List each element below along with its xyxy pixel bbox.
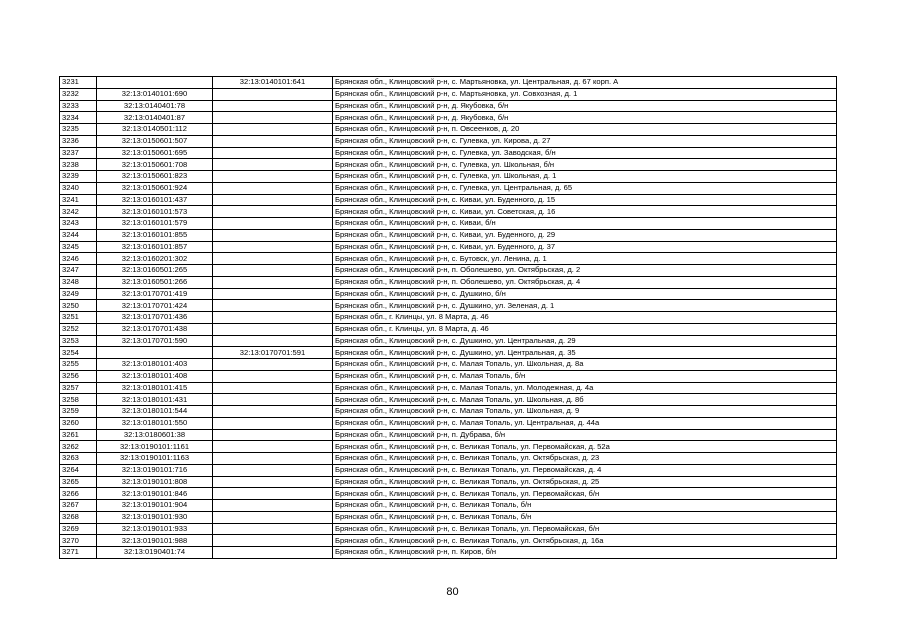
cadastral-number-cell: 32:13:0150601:823 [97,171,213,183]
cadastral-number-alt-cell [213,171,333,183]
address-cell: Брянская обл., Клинцовский р-н, с. Гулевка, ул. Кирова, д. 27 [333,135,837,147]
table-row [60,276,837,288]
cadastral-number-alt-cell [213,335,333,347]
row-number-cell: 3253 [60,335,97,347]
address-cell: Брянская обл., Клинцовский р-н, с. Душкино, ул. Центральная, д. 35 [333,347,837,359]
table-row [60,147,837,159]
row-number-cell: 3233 [60,100,97,112]
cadastral-number-cell: 32:13:0190101:716 [97,464,213,476]
cadastral-number-cell: 32:13:0170701:590 [97,335,213,347]
address-cell: Брянская обл., Клинцовский р-н, с. Киваи, ул. Буденного, д. 15 [333,194,837,206]
cadastral-number-cell: 32:13:0160101:857 [97,241,213,253]
cadastral-number-alt-cell [213,547,333,559]
row-number-cell: 3234 [60,112,97,124]
row-number-cell: 3247 [60,265,97,277]
row-number-cell: 3231 [60,77,97,89]
table-row [60,511,837,523]
cadastral-number-alt-cell [213,159,333,171]
cadastral-number-cell: 32:13:0140501:112 [97,124,213,136]
address-cell: Брянская обл., Клинцовский р-н, с. Душкино, б/н [333,288,837,300]
address-cell: Брянская обл., Клинцовский р-н, с. Великая Топаль, б/н [333,511,837,523]
address-cell: Брянская обл., Клинцовский р-н, с. Великая Топаль, ул. Первомайская, д. 52а [333,441,837,453]
row-number-cell: 3265 [60,476,97,488]
table-row [60,359,837,371]
cadastral-number-alt-cell [213,429,333,441]
cadastral-number-cell: 32:13:0180101:544 [97,406,213,418]
table-row [60,182,837,194]
address-cell: Брянская обл., Клинцовский р-н, с. Бутовск, ул. Ленина, д. 1 [333,253,837,265]
cadastral-number-alt-cell [213,265,333,277]
cadastral-number-alt-cell [213,100,333,112]
address-cell: Брянская обл., Клинцовский р-н, с. Гулевка, ул. Заводская, б/н [333,147,837,159]
address-cell: Брянская обл., Клинцовский р-н, д. Якубовка, б/н [333,112,837,124]
address-cell: Брянская обл., Клинцовский р-н, с. Малая Топаль, ул. Школьная, д. 8б [333,394,837,406]
cadastral-number-alt-cell [213,112,333,124]
address-cell: Брянская обл., Клинцовский р-н, с. Гулевка, ул. Школьная, д. 1 [333,171,837,183]
cadastral-number-cell: 32:13:0180101:431 [97,394,213,406]
address-cell: Брянская обл., Клинцовский р-н, с. Киваи, б/н [333,218,837,230]
cadastral-number-alt-cell [213,511,333,523]
cadastral-number-alt-cell [213,288,333,300]
address-cell: Брянская обл., Клинцовский р-н, п. Киров, б/н [333,547,837,559]
cadastral-number-cell: 32:13:0140401:87 [97,112,213,124]
cadastral-number-alt-cell [213,453,333,465]
row-number-cell: 3261 [60,429,97,441]
row-number-cell: 3243 [60,218,97,230]
table-row [60,312,837,324]
row-number-cell: 3254 [60,347,97,359]
cadastral-number-cell: 32:13:0190101:846 [97,488,213,500]
address-cell: Брянская обл., Клинцовский р-н, п. Овсеенков, д. 20 [333,124,837,136]
address-cell: Брянская обл., Клинцовский р-н, с. Киваи, ул. Буденного, д. 37 [333,241,837,253]
cadastral-number-cell: 32:13:0160101:437 [97,194,213,206]
registry-table [59,76,837,559]
table-row [60,453,837,465]
row-number-cell: 3241 [60,194,97,206]
table-row [60,417,837,429]
address-cell: Брянская обл., Клинцовский р-н, д. Якубовка, б/н [333,100,837,112]
cadastral-number-alt-cell [213,229,333,241]
row-number-cell: 3248 [60,276,97,288]
row-number-cell: 3256 [60,370,97,382]
cadastral-number-cell [97,77,213,89]
cadastral-number-cell: 32:13:0190101:904 [97,500,213,512]
table-row [60,194,837,206]
address-cell: Брянская обл., Клинцовский р-н, с. Мартьяновка, ул. Центральная, д. 67 корп. А [333,77,837,89]
row-number-cell: 3270 [60,535,97,547]
address-cell: Брянская обл., г. Клинцы, ул. 8 Марта, д. 46 [333,312,837,324]
registry-table-body [60,77,837,559]
row-number-cell: 3249 [60,288,97,300]
row-number-cell: 3264 [60,464,97,476]
row-number-cell: 3257 [60,382,97,394]
row-number-cell: 3251 [60,312,97,324]
table-row [60,229,837,241]
cadastral-number-alt-cell [213,441,333,453]
table-row [60,241,837,253]
cadastral-number-alt-cell [213,382,333,394]
cadastral-number-alt-cell [213,500,333,512]
table-row [60,476,837,488]
table-row [60,124,837,136]
cadastral-number-alt-cell [213,406,333,418]
cadastral-number-cell: 32:13:0160101:579 [97,218,213,230]
cadastral-number-cell: 32:13:0180101:415 [97,382,213,394]
address-cell: Брянская обл., Клинцовский р-н, с. Душкино, ул. Зеленая, д. 1 [333,300,837,312]
cadastral-number-cell: 32:13:0170701:436 [97,312,213,324]
address-cell: Брянская обл., Клинцовский р-н, п. Оболешево, ул. Октябрьская, д. 2 [333,265,837,277]
cadastral-number-alt-cell [213,147,333,159]
cadastral-number-cell: 32:13:0170701:424 [97,300,213,312]
row-number-cell: 3238 [60,159,97,171]
table-row [60,406,837,418]
row-number-cell: 3245 [60,241,97,253]
cadastral-number-alt-cell [213,535,333,547]
table-row [60,253,837,265]
cadastral-number-cell: 32:13:0150601:924 [97,182,213,194]
row-number-cell: 3263 [60,453,97,465]
cadastral-number-cell: 32:13:0190401:74 [97,547,213,559]
cadastral-number-cell: 32:13:0190101:933 [97,523,213,535]
cadastral-number-alt-cell [213,88,333,100]
row-number-cell: 3250 [60,300,97,312]
table-row [60,547,837,559]
table-row [60,394,837,406]
address-cell: Брянская обл., Клинцовский р-н, с. Великая Топаль, ул. Октябрьская, д. 23 [333,453,837,465]
cadastral-number-cell: 32:13:0140101:690 [97,88,213,100]
cadastral-number-alt-cell [213,394,333,406]
cadastral-number-alt-cell [213,276,333,288]
table-row [60,300,837,312]
table-row [60,206,837,218]
table-row [60,370,837,382]
page-number: 80 [446,586,459,598]
cadastral-number-cell: 32:13:0150601:708 [97,159,213,171]
address-cell: Брянская обл., г. Клинцы, ул. 8 Марта, д. 46 [333,323,837,335]
address-cell: Брянская обл., Клинцовский р-н, с. Великая Топаль, ул. Первомайская, б/н [333,523,837,535]
row-number-cell: 3246 [60,253,97,265]
cadastral-number-alt-cell [213,124,333,136]
cadastral-number-alt-cell: 32:13:0140101:641 [213,77,333,89]
row-number-cell: 3268 [60,511,97,523]
row-number-cell: 3255 [60,359,97,371]
address-cell: Брянская обл., Клинцовский р-н, с. Малая Топаль, ул. Центральная, д. 44а [333,417,837,429]
cadastral-number-alt-cell [213,300,333,312]
table-row [60,464,837,476]
cadastral-number-cell: 32:13:0160201:302 [97,253,213,265]
table-row [60,171,837,183]
address-cell: Брянская обл., Клинцовский р-н, с. Малая Топаль, ул. Школьная, д. 9 [333,406,837,418]
cadastral-number-cell [97,347,213,359]
cadastral-number-cell: 32:13:0150601:695 [97,147,213,159]
row-number-cell: 3232 [60,88,97,100]
table-row [60,441,837,453]
address-cell: Брянская обл., Клинцовский р-н, с. Великая Топаль, ул. Октябрьская, д. 16а [333,535,837,547]
row-number-cell: 3269 [60,523,97,535]
cadastral-number-alt-cell [213,194,333,206]
table-row [60,523,837,535]
address-cell: Брянская обл., Клинцовский р-н, с. Душкино, ул. Центральная, д. 29 [333,335,837,347]
row-number-cell: 3258 [60,394,97,406]
table-row [60,288,837,300]
address-cell: Брянская обл., Клинцовский р-н, п. Оболешево, ул. Октябрьская, д. 4 [333,276,837,288]
address-cell: Брянская обл., Клинцовский р-н, с. Малая Топаль, ул. Молодежная, д. 4а [333,382,837,394]
row-number-cell: 3252 [60,323,97,335]
table-row [60,535,837,547]
cadastral-number-cell: 32:13:0190101:1161 [97,441,213,453]
row-number-cell: 3239 [60,171,97,183]
cadastral-number-alt-cell: 32:13:0170701:591 [213,347,333,359]
address-cell: Брянская обл., Клинцовский р-н, с. Гулевка, ул. Центральная, д. 65 [333,182,837,194]
address-cell: Брянская обл., Клинцовский р-н, с. Великая Топаль, ул. Первомайская, б/н [333,488,837,500]
cadastral-number-cell: 32:13:0190101:1163 [97,453,213,465]
table-row [60,323,837,335]
table-row [60,100,837,112]
cadastral-number-alt-cell [213,523,333,535]
row-number-cell: 3235 [60,124,97,136]
address-cell: Брянская обл., Клинцовский р-н, с. Киваи, ул. Советская, д. 16 [333,206,837,218]
row-number-cell: 3260 [60,417,97,429]
cadastral-number-alt-cell [213,241,333,253]
row-number-cell: 3267 [60,500,97,512]
row-number-cell: 3244 [60,229,97,241]
table-row [60,159,837,171]
address-cell: Брянская обл., Клинцовский р-н, с. Малая Топаль, ул. Школьная, д. 8а [333,359,837,371]
address-cell: Брянская обл., Клинцовский р-н, с. Киваи, ул. Буденного, д. 29 [333,229,837,241]
table-row [60,112,837,124]
cadastral-number-cell: 32:13:0140401:78 [97,100,213,112]
address-cell: Брянская обл., Клинцовский р-н, с. Великая Топаль, ул. Октябрьская, д. 25 [333,476,837,488]
row-number-cell: 3237 [60,147,97,159]
table-row [60,218,837,230]
table-row [60,488,837,500]
row-number-cell: 3266 [60,488,97,500]
cadastral-number-cell: 32:13:0190101:988 [97,535,213,547]
table-row [60,500,837,512]
cadastral-number-alt-cell [213,359,333,371]
cadastral-number-cell: 32:13:0160501:265 [97,265,213,277]
address-cell: Брянская обл., Клинцовский р-н, с. Малая Топаль, б/н [333,370,837,382]
row-number-cell: 3242 [60,206,97,218]
table-row [60,335,837,347]
row-number-cell: 3236 [60,135,97,147]
table-row [60,265,837,277]
table-row [60,135,837,147]
table-row [60,382,837,394]
cadastral-number-cell: 32:13:0150601:507 [97,135,213,147]
cadastral-number-cell: 32:13:0180101:408 [97,370,213,382]
address-cell: Брянская обл., Клинцовский р-н, с. Великая Топаль, ул. Первомайская, д. 4 [333,464,837,476]
cadastral-number-alt-cell [213,417,333,429]
cadastral-number-alt-cell [213,135,333,147]
cadastral-number-cell: 32:13:0180101:403 [97,359,213,371]
cadastral-number-alt-cell [213,464,333,476]
row-number-cell: 3271 [60,547,97,559]
cadastral-number-alt-cell [213,312,333,324]
cadastral-number-cell: 32:13:0180101:550 [97,417,213,429]
cadastral-number-alt-cell [213,206,333,218]
cadastral-number-alt-cell [213,488,333,500]
cadastral-number-cell: 32:13:0160101:573 [97,206,213,218]
table-row [60,347,837,359]
cadastral-number-cell: 32:13:0160101:855 [97,229,213,241]
address-cell: Брянская обл., Клинцовский р-н, с. Мартьяновка, ул. Совхозная, д. 1 [333,88,837,100]
address-cell: Брянская обл., Клинцовский р-н, с. Гулевка, ул. Школьная, б/н [333,159,837,171]
cadastral-number-cell: 32:13:0180601:38 [97,429,213,441]
cadastral-number-cell: 32:13:0190101:930 [97,511,213,523]
address-cell: Брянская обл., Клинцовский р-н, п. Дубрава, б/н [333,429,837,441]
row-number-cell: 3259 [60,406,97,418]
cadastral-number-alt-cell [213,253,333,265]
cadastral-number-alt-cell [213,323,333,335]
cadastral-number-cell: 32:13:0170701:438 [97,323,213,335]
table-row [60,88,837,100]
address-cell: Брянская обл., Клинцовский р-н, с. Великая Топаль, б/н [333,500,837,512]
cadastral-number-alt-cell [213,218,333,230]
cadastral-number-cell: 32:13:0160501:266 [97,276,213,288]
cadastral-number-alt-cell [213,182,333,194]
cadastral-number-alt-cell [213,370,333,382]
row-number-cell: 3240 [60,182,97,194]
row-number-cell: 3262 [60,441,97,453]
cadastral-number-cell: 32:13:0170701:419 [97,288,213,300]
cadastral-number-cell: 32:13:0190101:808 [97,476,213,488]
table-row [60,77,837,89]
cadastral-number-alt-cell [213,476,333,488]
table-row [60,429,837,441]
